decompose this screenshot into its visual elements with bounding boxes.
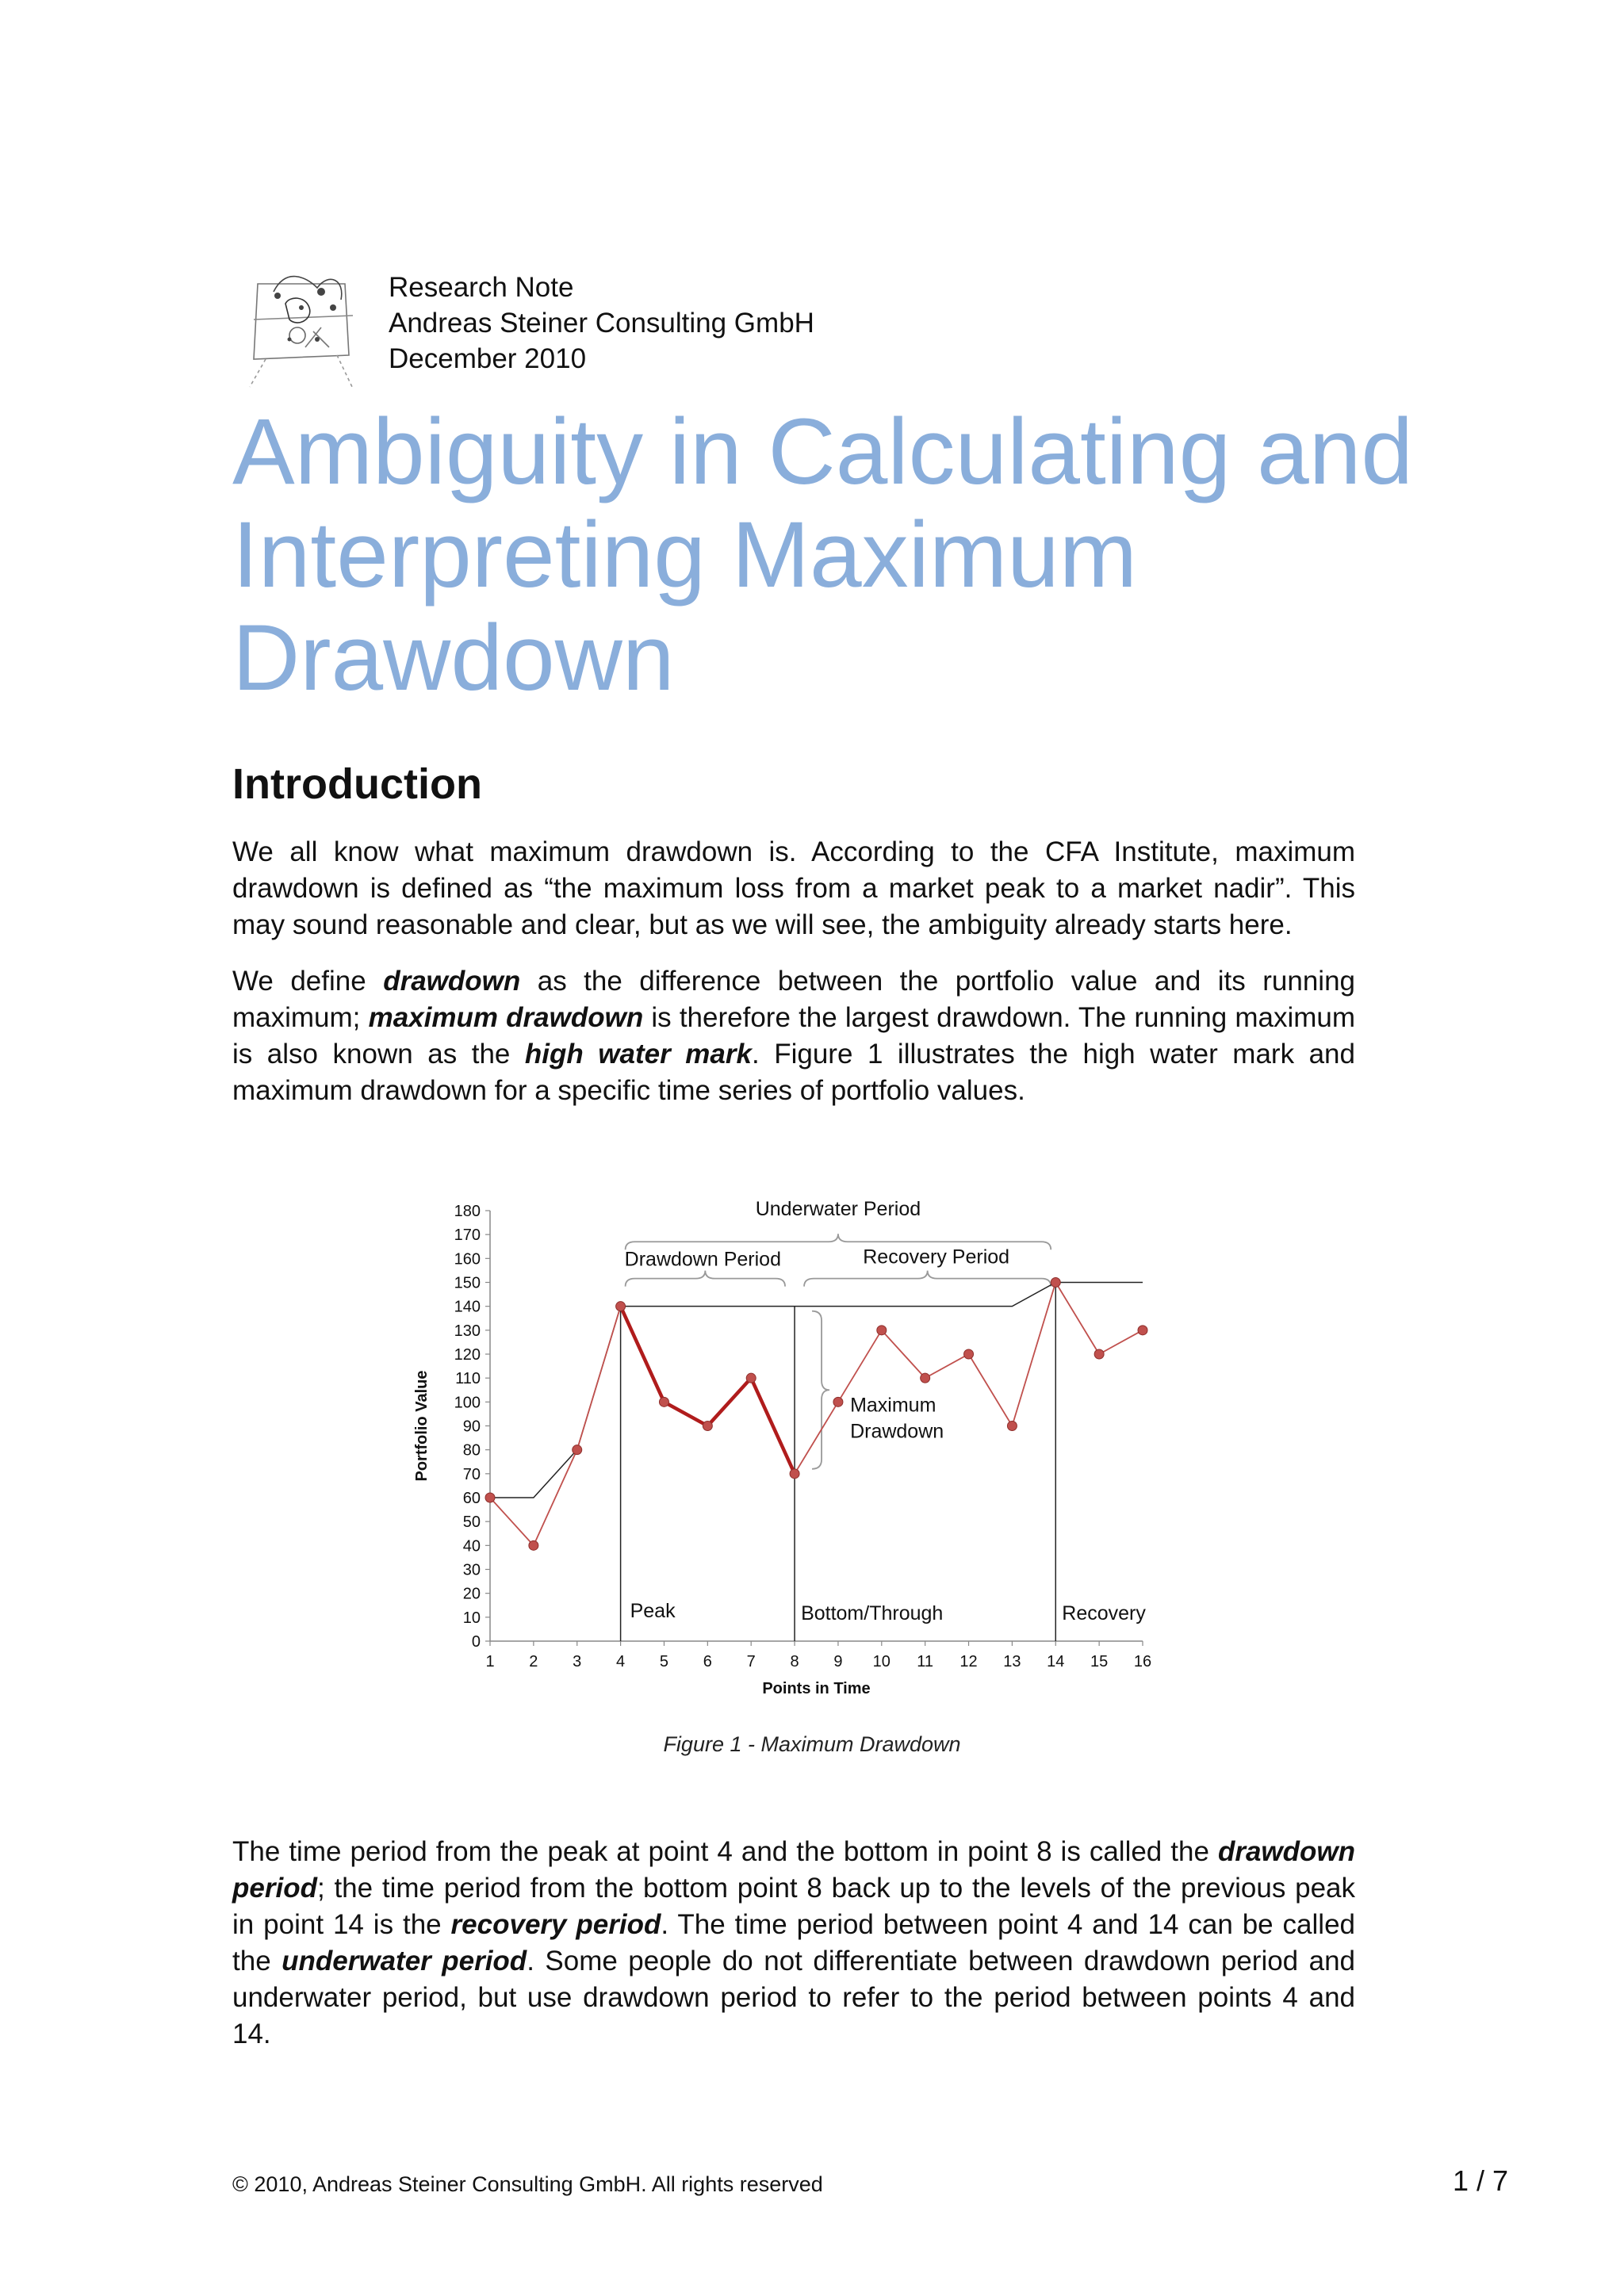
x-tick-label: 12 [959, 1653, 978, 1670]
maximum-drawdown-brace [812, 1311, 829, 1469]
x-tick-label: 15 [1090, 1653, 1109, 1670]
x-tick-label: 4 [616, 1653, 626, 1670]
y-tick-label: 50 [462, 1513, 481, 1532]
term-drawdown: drawdown [383, 966, 521, 997]
page-number: 1 / 7 [1453, 2164, 1509, 2197]
intro-paragraph-1: We all know what maximum drawdown is. According to the CFA Institute, maximum drawdown is defined as “the maximum loss from a market peak to a market nadir”. This may sound reasonable and clear, but as we will see, the ambiguity already starts here. [232, 836, 1355, 940]
data-point [1051, 1278, 1060, 1288]
y-tick-label: 30 [462, 1561, 481, 1579]
recovery-label: Recovery [1062, 1601, 1146, 1624]
y-tick-label: 60 [462, 1490, 481, 1507]
company-name: Andreas Steiner Consulting GmbH [389, 308, 814, 339]
high-water-mark-line [490, 1283, 1143, 1498]
drawdown-period-brace [626, 1271, 785, 1287]
recovery-period-label: Recovery Period [863, 1246, 1010, 1269]
y-tick-label: 180 [454, 1203, 481, 1220]
y-tick-label: 70 [462, 1465, 481, 1483]
y-tick-label: 140 [454, 1298, 481, 1316]
recovery-period-brace [804, 1271, 1051, 1287]
y-tick-label: 150 [454, 1274, 481, 1292]
y-tick-label: 120 [454, 1346, 481, 1364]
peak-label: Peak [630, 1599, 676, 1622]
y-axis-label: Portfolio Value [413, 1370, 431, 1482]
research-note-label: Research Note [389, 272, 574, 303]
data-point [616, 1302, 626, 1311]
x-tick-label: 16 [1133, 1653, 1152, 1670]
chart-axes [454, 1203, 1152, 1670]
y-tick-label: 10 [462, 1609, 481, 1627]
data-point [790, 1469, 799, 1479]
bottom-label: Bottom/Through [801, 1601, 944, 1624]
data-point [833, 1397, 843, 1406]
term-high-water-mark: high water mark [524, 1039, 752, 1070]
x-tick-label: 2 [529, 1653, 538, 1670]
y-tick-label: 0 [471, 1633, 481, 1651]
footer-copyright: © 2010, Andreas Steiner Consulting GmbH. All rights reserved [232, 2172, 823, 2196]
x-tick-label: 7 [746, 1653, 756, 1670]
y-tick-label: 100 [454, 1394, 481, 1412]
y-tick-label: 40 [462, 1537, 481, 1556]
y-tick-label: 160 [454, 1250, 481, 1269]
term-underwater-period: underwater period [282, 1946, 527, 1976]
x-tick-label: 13 [1003, 1653, 1021, 1670]
y-tick-label: 110 [455, 1370, 481, 1388]
data-point [573, 1445, 582, 1455]
y-tick-label: 130 [454, 1322, 481, 1340]
term-recovery-period: recovery period [450, 1909, 661, 1940]
data-point [485, 1493, 495, 1502]
company-logo-icon [242, 260, 362, 393]
x-tick-label: 9 [833, 1653, 843, 1670]
data-point [1007, 1422, 1017, 1431]
x-tick-label: 5 [659, 1653, 669, 1670]
x-tick-label: 3 [573, 1653, 582, 1670]
data-point [964, 1349, 974, 1359]
drawdown-period-label: Drawdown Period [624, 1248, 781, 1271]
x-tick-label: 11 [917, 1653, 934, 1670]
y-tick-label: 90 [462, 1418, 481, 1436]
x-axis-label: Points in Time [762, 1680, 871, 1697]
term-maximum-drawdown: maximum drawdown [368, 1002, 644, 1033]
document-title: Ambiguity in Calculating and Interpreting Maximum Drawdown [232, 400, 1413, 710]
max-drawdown-chart [396, 1173, 1189, 1705]
section-heading-introduction: Introduction [232, 760, 482, 808]
y-tick-label: 20 [462, 1585, 481, 1603]
data-point [659, 1397, 668, 1406]
x-tick-label: 8 [790, 1653, 799, 1670]
term-drawdown-period: drawdown period [232, 1836, 1355, 1904]
series-line [490, 1283, 1143, 1546]
x-tick-label: 10 [872, 1653, 891, 1670]
y-tick-label: 170 [454, 1226, 481, 1245]
maximum-drawdown-label-line1: Maximum [850, 1394, 936, 1417]
x-tick-label: 6 [703, 1653, 712, 1670]
data-point [529, 1540, 538, 1550]
data-point [921, 1373, 930, 1383]
data-point [877, 1326, 887, 1335]
drawdown-segment-line [621, 1307, 795, 1474]
portfolio-value-series [485, 1278, 1147, 1551]
data-point [703, 1422, 712, 1431]
maximum-drawdown-label-line2: Drawdown [850, 1420, 944, 1443]
underwater-period-label: Underwater Period [755, 1198, 921, 1221]
data-point [746, 1373, 756, 1383]
high-water-mark-path [490, 1283, 1143, 1498]
data-point [1138, 1326, 1147, 1335]
figure-caption: Figure 1 - Maximum Drawdown [663, 1732, 961, 1756]
y-tick-label: 80 [462, 1441, 481, 1460]
x-tick-label: 1 [485, 1653, 495, 1670]
intro-paragraph-2: We define drawdown as the difference between the portfolio value and its running maximum; maximum drawdown is therefore the largest drawdown. The running maximum is also known as the high water mark. Figure 1 illustrates the high water mark and maximum drawdown for a specific time series of portfolio values. [232, 966, 1356, 1106]
x-tick-label: 14 [1047, 1653, 1065, 1670]
data-point [1094, 1349, 1104, 1359]
body-paragraph-3: The time period from the peak at point 4 and the bottom in point 8 is called the drawdown period; the time period from the bottom point 8 back up to the levels of the previous peak in point 14 is the recovery period. The time period between point 4 and 14 can be called the underwater period. Some people do not differentiate between drawdown period and underwater period, but use drawdown period to refer to the period between points 4 and 14. [232, 1836, 1356, 2049]
publication-date: December 2010 [389, 343, 587, 374]
